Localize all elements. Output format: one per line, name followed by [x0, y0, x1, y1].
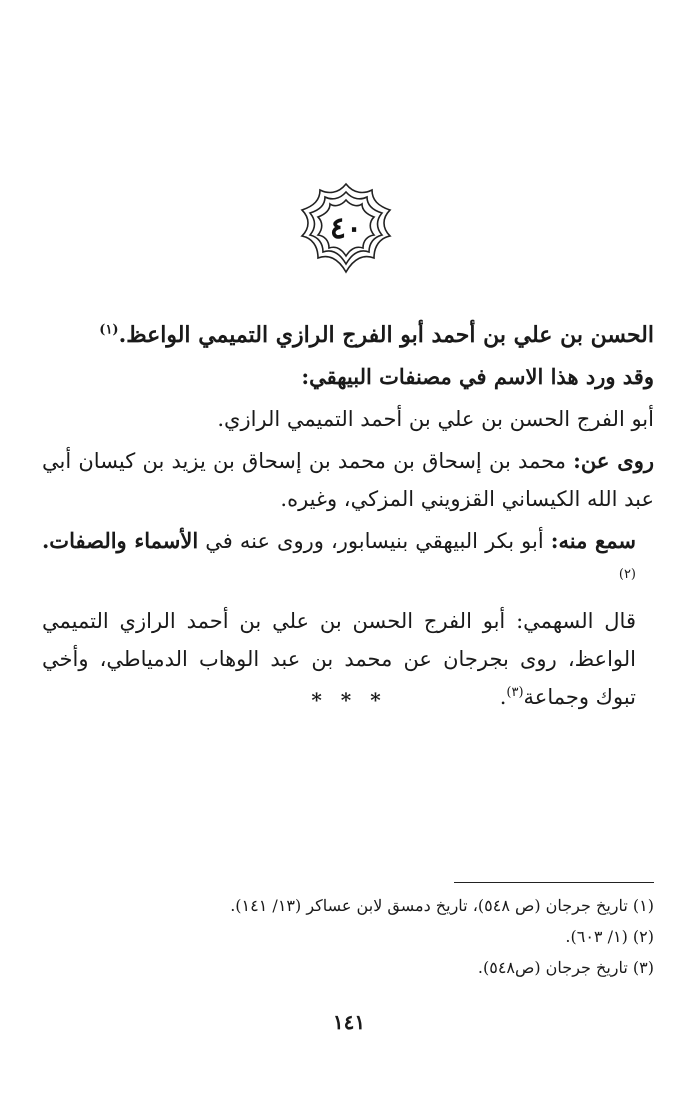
page-number: ١٤١ [332, 1010, 366, 1034]
narrated-from-label: روى عن: [573, 448, 654, 473]
footnote-ref-3: (٣) [506, 685, 524, 700]
name-variant: أبو الفرج الحسن بن علي بن أحمد التميمي الرازي. [217, 407, 654, 431]
footnote-ref-1: (١) [99, 322, 119, 338]
book-title: الأسماء والصفات. [42, 528, 199, 553]
footnote-1: (١) تاريخ جرجان (ص ٥٤٨)، تاريخ دمسق لابن عساكر (١٣/ ١٤١). [230, 896, 654, 915]
footnotes [42, 890, 654, 983]
sahmi-quote-end: . [499, 685, 507, 709]
footnote-2: (٢) (١/ ٦٠٣). [565, 927, 654, 946]
entry-number: ٤٠ [329, 210, 363, 246]
section-separator: * * * [311, 688, 387, 712]
heard-from-him-paragraph [42, 522, 654, 598]
heard-from-him-text: أبو بكر البيهقي بنيسابور، وروى عنه في [205, 529, 544, 553]
footnote-3: (٣) تاريخ جرجان (ص٥٤٨). [477, 958, 654, 977]
heard-from-him-label: سمع منه: [550, 528, 636, 553]
narrated-from-text: محمد بن إسحاق بن محمد بن إسحاق بن يزيد بن كيسان أبي عبد الله الكيساني القزويني المزكي، وغيره. [42, 449, 654, 511]
intro-label: وقد ورد هذا الاسم في مصنفات البيهقي: [301, 364, 654, 389]
main-text [42, 316, 654, 720]
footnote-ref-2: (٢) [618, 567, 636, 582]
narrated-from-paragraph [42, 442, 654, 518]
entry-number-ornament [298, 180, 394, 276]
footnote-divider [454, 882, 654, 883]
sahmi-quote-text: قال السهمي: أبو الفرج الحسن بن علي بن أحمد الرازي التميمي الواعظ، روى بجرجان عن محمد بن عبد الوهاب الدمياطي، وأخي تبوك وجماعة [42, 609, 636, 709]
entry-title [42, 316, 654, 354]
entry-title-text: الحسن بن علي بن أحمد أبو الفرج الرازي التميمي الواعظ. [118, 322, 654, 348]
